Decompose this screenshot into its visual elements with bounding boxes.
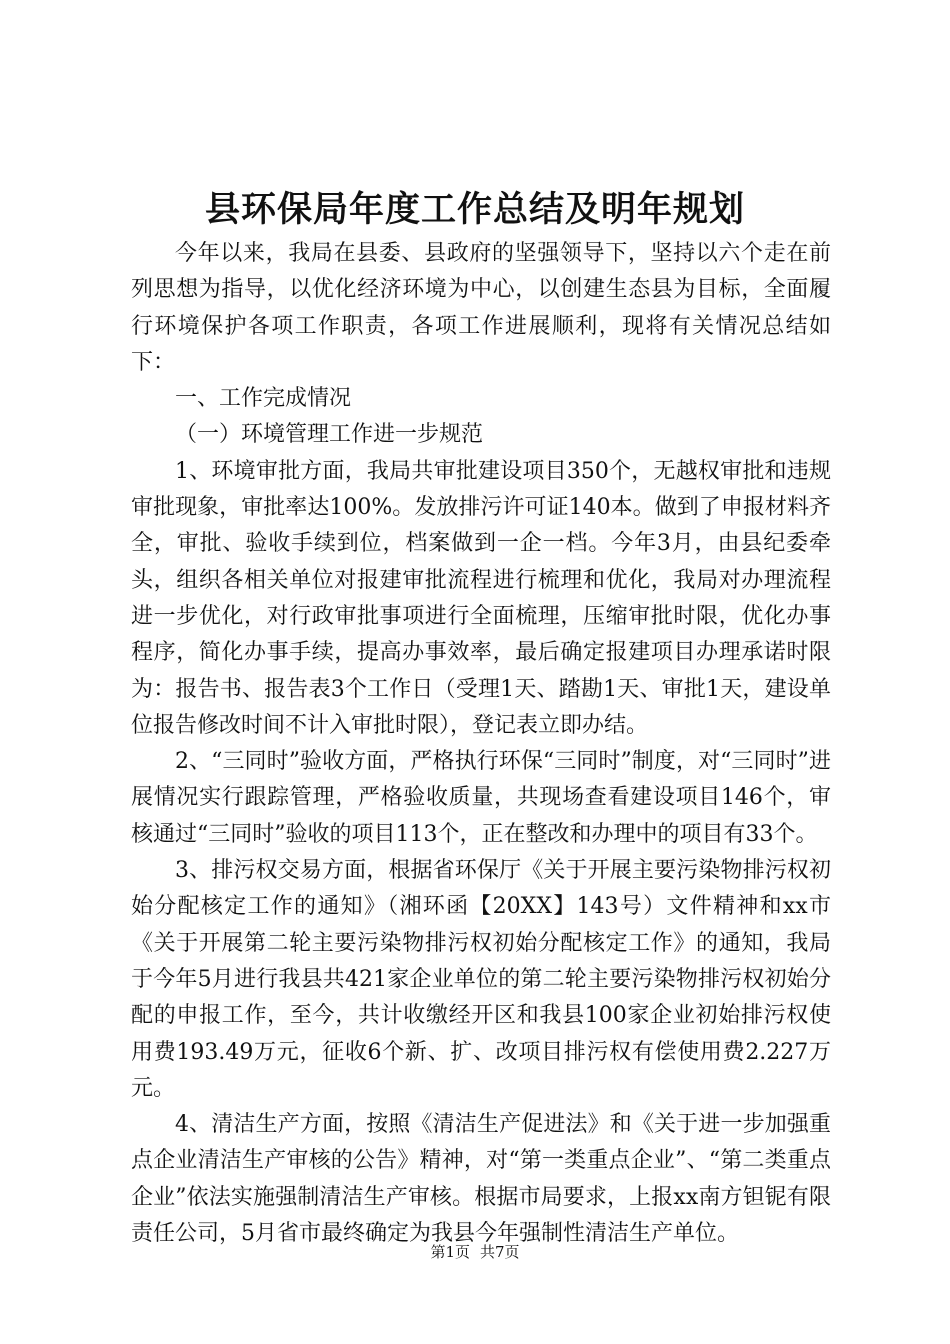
paragraph-approval: 1、环境审批方面，我局共审批建设项目350个，无越权审批和违规审批现象，审批率达100%。发放排污许可证140本。做到了申报材料齐全，审批、验收手续到位，档案做到一企一档。今年3月，由县纪委牵头，组织各相关单位对报建审批流程进行梳理和优化，我局对办理流程进一步优化，对行政审批事项进行全面梳理，压缩审批时限，优化办事程序，简化办事手续，提高办事效率，最后确定报建项目办理承诺时限为：报告书、报告表3个工作日（受理1天、踏勘1天、审批1天，建设单位报告修改时间不计入审批时限），登记表立即办结。: [131, 458, 831, 738]
document-body: [131, 236, 831, 1252]
paragraph-three-simultaneous: 2、“三同时”验收方面，严格执行环保“三同时”制度，对“三同时”进展情况实行跟踪管理，严格验收质量，共现场查看建设项目146个，审核通过“三同时”验收的项目113个，正在整改和办理中的项目有33个。: [131, 749, 831, 847]
subsection-heading: （一）环境管理工作进一步规范: [175, 422, 484, 448]
page-total: 共7页: [480, 1243, 520, 1261]
page-number: 第1页: [430, 1243, 470, 1261]
page-footer: [0, 1242, 950, 1262]
section-heading: 一、工作完成情况: [175, 386, 352, 412]
intro-paragraph: 今年以来，我局在县委、县政府的坚强领导下，坚持以六个走在前列思想为指导，以优化经济环境为中心，以创建生态县为目标，全面履行环境保护各项工作职责，各项工作进展顺利，现将有关情况总结如下：: [131, 241, 831, 375]
paragraph-clean-production: 4、清洁生产方面，按照《清洁生产促进法》和《关于进一步加强重点企业清洁生产审核的公告》精神，对“第一类重点企业”、“第二类重点企业”依法实施强制清洁生产审核。根据市局要求，上报xx南方钽铌有限责任公司，5月省市最终确定为我县今年强制性清洁生产单位。: [131, 1112, 831, 1247]
document-title: 县环保局年度工作总结及明年规划: [204, 189, 745, 230]
paragraph-emission-rights: 3、排污权交易方面，根据省环保厅《关于开展主要污染物排污权初始分配核定工作的通知》（湘环函【20XX】143号）文件精神和xx市《关于开展第二轮主要污染物排污权初始分配核定工作》的通知，我局于今年5月进行我县共421家企业单位的第二轮主要污染物排污权初始分配的申报工作，至今，共计收缴经开区和我县100家企业初始排污权使用费193.49万元，征收6个新、扩、改项目排污权有偿使用费2.227万元。: [131, 858, 831, 1101]
